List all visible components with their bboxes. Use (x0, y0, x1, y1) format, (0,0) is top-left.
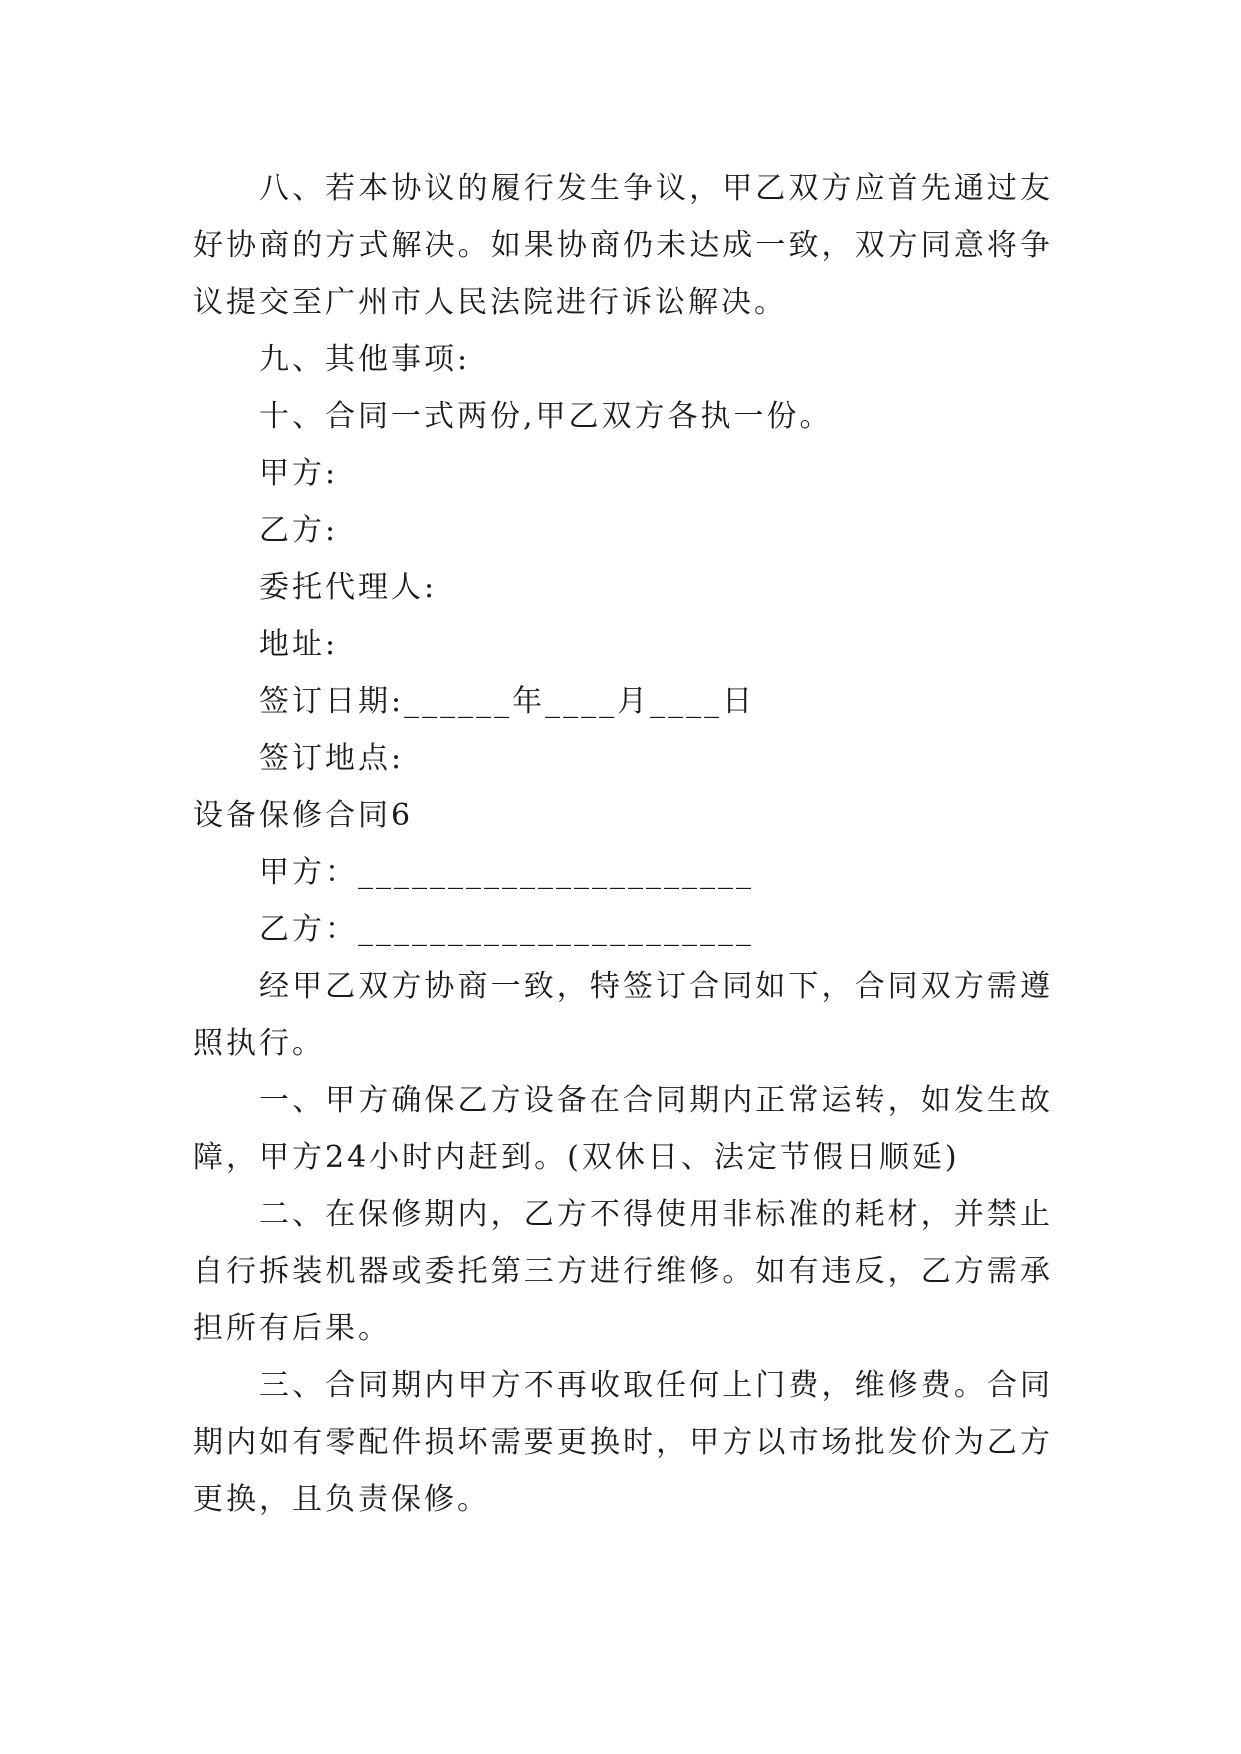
contract-clause-2: 二、在保修期内，乙方不得使用非标准的耗材，并禁止自行拆装机器或委托第三方进行维修。如有违反，乙方需承担所有后果。 (193, 1197, 1053, 1346)
address-line: 地址: (259, 627, 339, 662)
party-a-line: 甲方: (259, 456, 339, 491)
sign-place-line: 签订地点: (259, 741, 405, 776)
contract-intro: 经甲乙双方协商一致，特签订合同如下，合同双方需遵照执行。 (193, 969, 1053, 1061)
clause-8: 八、若本协议的履行发生争议，甲乙双方应首先通过友好协商的方式解决。如果协商仍未达成一致，双方同意将争议提交至广州市人民法院进行诉讼解决。 (193, 171, 1053, 320)
party-b-line: 乙方: (259, 513, 339, 548)
contract-party-b: 乙方：______________________ (259, 912, 754, 947)
sign-date-line: 签订日期:______年____月____日 (259, 684, 756, 719)
contract-clause-3: 三、合同期内甲方不再收取任何上门费，维修费。合同期内如有零配件损坏需要更换时，甲方以市场批发价为乙方更换，且负责保修。 (193, 1368, 1053, 1517)
contract-clause-1: 一、甲方确保乙方设备在合同期内正常运转，如发生故障，甲方24小时内赶到。(双休日、法定节假日顺延) (193, 1083, 1053, 1175)
clause-10: 十、合同一式两份,甲乙双方各执一份。 (259, 399, 833, 434)
section-title: 设备保修合同6 (193, 798, 414, 833)
clause-9: 九、其他事项: (259, 342, 471, 377)
contract-party-a: 甲方：______________________ (259, 855, 754, 890)
agent-line: 委托代理人: (259, 570, 438, 605)
document-body (193, 160, 1053, 1528)
